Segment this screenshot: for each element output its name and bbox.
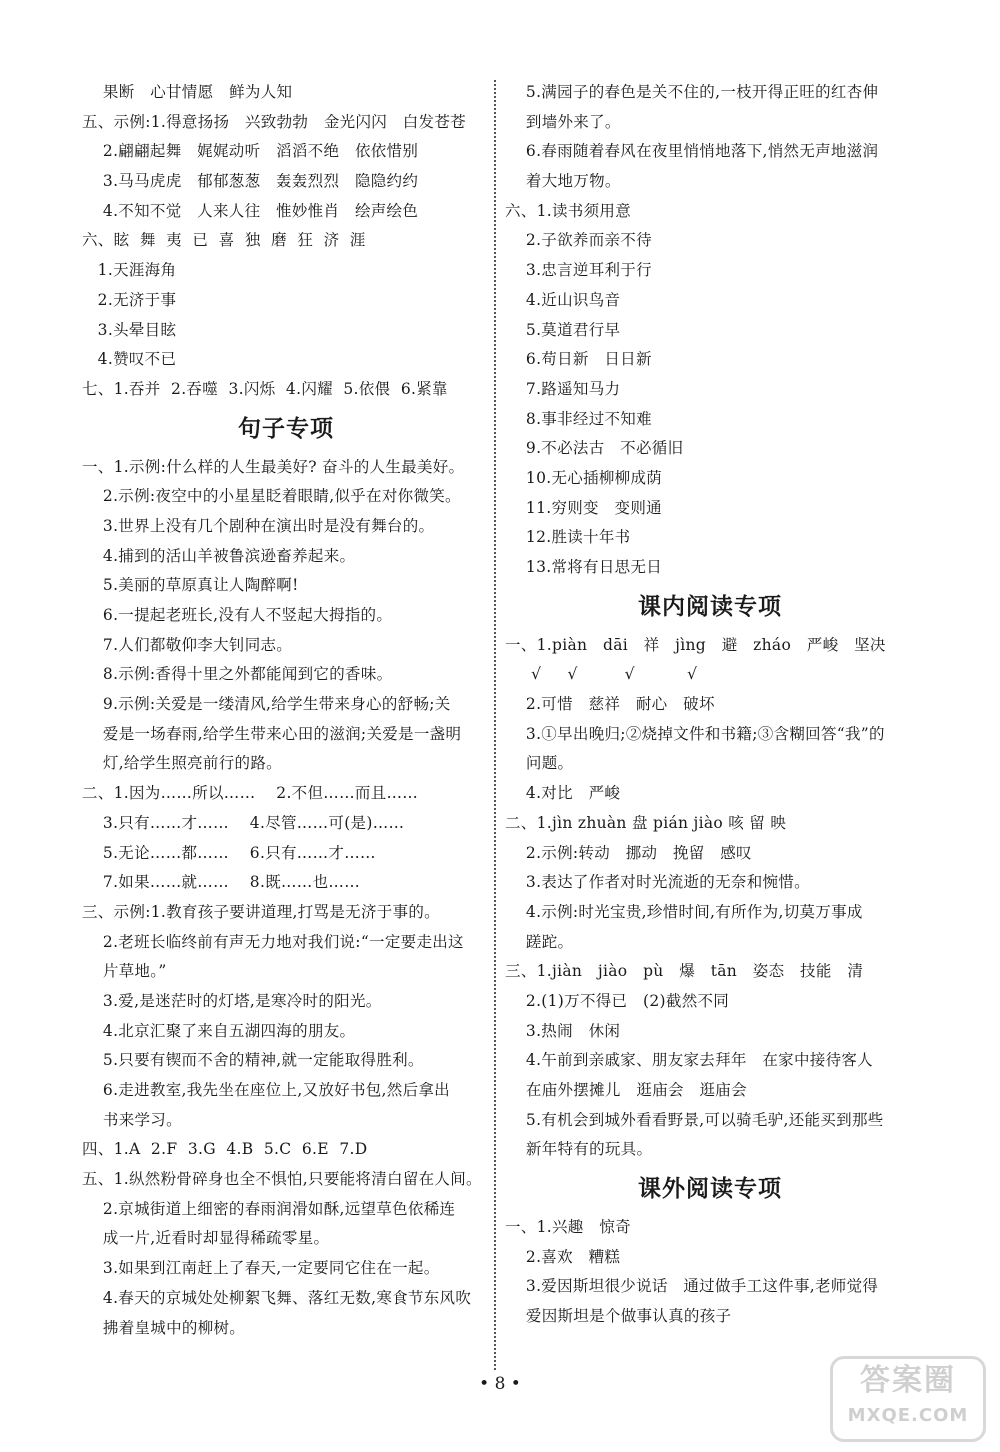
answer-line: 4.近山识鸟音 (505, 290, 621, 309)
answer-line: 13.常将有日思无日 (505, 558, 663, 576)
answer-line: 3.世界上没有几个剧种在演出时是没有舞台的。 (82, 516, 435, 535)
answer-line: 二、1.因为……所以…… 2.不但……而且…… (82, 784, 419, 803)
answer-line: 3.只有……才…… 4.尽管……可(是)…… (82, 813, 405, 832)
answer-line: 蹉跎。 (505, 932, 574, 951)
answer-line: 新年特有的玩具。 (505, 1140, 653, 1159)
answer-line: 3.如果到江南赶上了春天,一定要同它住在一起。 (82, 1259, 440, 1278)
answer-line: 成一片,近看时却显得稀疏零星。 (82, 1229, 330, 1248)
answer-line: 7.如果……就…… 8.既……也…… (82, 873, 360, 892)
answer-line: 二、1.jìn zhuàn 盘 pián jiào 咳 留 映 (505, 813, 787, 832)
answer-line: 灯,给学生照亮前行的路。 (82, 754, 282, 773)
answer-line: 4.不知不觉 人来人往 惟妙惟肖 绘声绘色 (82, 201, 419, 220)
answer-line: 5.有机会到城外看看野景,可以骑毛驴,还能买到那些 (505, 1110, 884, 1129)
answer-line: 3.马马虎虎 郁郁葱葱 轰轰烈烈 隐隐约约 (82, 172, 419, 191)
answer-line: 4.对比 严峻 (505, 784, 621, 803)
answer-line: 7.路遥知马力 (505, 379, 621, 398)
answer-line: 6.苟日新 日日新 (505, 350, 652, 369)
watermark-top-text: 答案圈 (860, 1363, 956, 1398)
watermark-logo (830, 1356, 986, 1442)
answer-line: 4.示例:时光宝贵,珍惜时间,有所作为,切莫万事成 (505, 902, 863, 921)
answer-line: 5.美丽的草原真让人陶醉啊! (82, 576, 299, 595)
answer-line: 3.热闹 休闲 (505, 1021, 621, 1040)
answer-line: 4.赞叹不已 (82, 350, 177, 369)
answer-line: 一、1.piàn dāi 祥 jìng 避 zháo 严峻 坚决 (505, 635, 886, 654)
answer-line: 3.爱因斯坦很少说话 通过做手工这件事,老师觉得 (505, 1277, 879, 1296)
answer-line: 3.爱,是迷茫时的灯塔,是寒冷时的阳光。 (82, 991, 382, 1010)
answer-line: 一、1.兴趣 惊奇 (505, 1218, 631, 1237)
answer-line: 书来学习。 (82, 1110, 182, 1129)
answer-line: 2.无济于事 (82, 290, 177, 309)
answer-line: 一、1.示例:什么样的人生最美好? 奋斗的人生最美好。 (82, 457, 465, 476)
answer-line: 七、1.吞并 2.吞噬 3.闪烁 4.闪耀 5.依偎 6.紧靠 (82, 379, 448, 398)
answer-line: 3.①早出晚归;②烧掉文件和书籍;③含糊回答“我”的 (505, 724, 885, 743)
answer-line: 到墙外来了。 (505, 112, 621, 131)
watermark-bottom-text: MXQE.COM (847, 1405, 969, 1426)
answer-line: 4.春天的京城处处柳絮飞舞、落红无数,寒食节东风吹 (82, 1288, 472, 1307)
answer-line: 9.示例:关爱是一缕清风,给学生带来身心的舒畅;关 (82, 695, 451, 714)
section-heading: 课内阅读专项 (638, 593, 782, 620)
section-heading: 句子专项 (238, 415, 334, 442)
answer-line: 爱因斯坦是个做事认真的孩子 (505, 1307, 732, 1326)
answer-line: 6.春雨随着春风在夜里悄悄地落下,悄然无声地滋润 (505, 142, 879, 161)
answer-line: 2.京城街道上细密的春雨润滑如酥,远望草色依稀连 (82, 1199, 456, 1218)
answer-line: 2.喜欢 糟糕 (505, 1247, 621, 1266)
answer-line: 着大地万物。 (505, 172, 621, 191)
answer-line: 6.走进教室,我先坐在座位上,又放好书包,然后拿出 (82, 1081, 450, 1099)
answer-line: 2.子欲养而亲不待 (505, 231, 652, 250)
answer-line: 12.胜读十年书 (505, 528, 631, 547)
answer-line: √ √ √ √ (505, 665, 698, 684)
answer-line: 6.一提起老班长,没有人不竖起大拇指的。 (82, 606, 393, 624)
answer-line: 在庙外摆摊儿 逛庙会 逛庙会 (505, 1081, 747, 1099)
column-divider (494, 80, 496, 1370)
answer-line: 2.(1)万不得已 (2)截然不同 (505, 991, 730, 1010)
answer-line: 片草地。” (82, 962, 167, 981)
answer-line: 五、示例:1.得意扬扬 兴致勃勃 金光闪闪 白发苍苍 (82, 112, 466, 131)
answer-line: 三、示例:1.教育孩子要讲道理,打骂是无济于事的。 (82, 902, 440, 921)
answer-line: 拂着皇城中的柳树。 (82, 1318, 246, 1337)
answer-line: 2.示例:转动 挪动 挽留 感叹 (505, 843, 752, 862)
right-column (505, 78, 915, 1332)
answer-line: 10.无心插柳柳成荫 (505, 468, 663, 487)
answer-line: 9.不必法古 不必循旧 (505, 439, 684, 458)
answer-line: 4.午前到亲戚家、朋友家去拜年 在家中接待客人 (505, 1051, 873, 1070)
answer-line: 8.示例:香得十里之外都能闻到它的香味。 (82, 665, 393, 684)
answer-line: 四、1.A 2.F 3.G 4.B 5.C 6.E 7.D (82, 1140, 368, 1159)
answer-line: 3.忠言逆耳利于行 (505, 261, 652, 280)
answer-line: 3.表达了作者对时光流逝的无奈和惋惜。 (505, 873, 810, 892)
answer-line: 2.可惜 慈祥 耐心 破坏 (505, 695, 715, 714)
left-column (82, 78, 490, 1343)
answer-line: 果断 心甘情愿 鲜为人知 (82, 83, 293, 101)
answer-line: 5.只要有锲而不舍的精神,就一定能取得胜利。 (82, 1051, 424, 1070)
answer-line: 六、眩 舞 夷 已 喜 独 磨 狂 济 涯 (82, 231, 366, 250)
answer-line: 11.穷则变 变则通 (505, 498, 662, 517)
answer-line: 5.无论……都…… 6.只有……才…… (82, 843, 376, 862)
answer-line: 7.人们都敬仰李大钊同志。 (82, 635, 293, 654)
section-heading: 课外阅读专项 (638, 1176, 782, 1203)
answer-line: 爱是一场春雨,给学生带来心田的滋润;关爱是一盏明 (82, 724, 462, 743)
answer-line: 2.示例:夜空中的小星星眨着眼睛,似乎在对你微笑。 (82, 487, 461, 506)
answer-line: 问题。 (505, 754, 574, 773)
answer-line: 8.事非经过不知难 (505, 409, 652, 428)
answer-line: 五、1.纵然粉骨碎身也全不惧怕,只要能将清白留在人间。 (82, 1170, 482, 1189)
answer-line: 5.满园子的春色是关不住的,一枝开得正旺的红杏伸 (505, 83, 879, 101)
answer-line: 4.北京汇聚了来自五湖四海的朋友。 (82, 1021, 356, 1040)
answer-line: 三、1.jiàn jiào pù 爆 tān 姿态 技能 清 (505, 962, 864, 981)
answer-line: 4.捕到的活山羊被鲁滨逊畜养起来。 (82, 546, 356, 565)
answer-line: 2.翩翩起舞 娓娓动听 滔滔不绝 依依惜别 (82, 142, 419, 161)
answer-line: 2.老班长临终前有声无力地对我们说:“一定要走出这 (82, 932, 464, 951)
answer-line: 1.天涯海角 (82, 261, 177, 280)
answer-line: 5.莫道君行早 (505, 320, 621, 339)
answer-line: 六、1.读书须用意 (505, 201, 631, 220)
answer-line: 3.头晕目眩 (82, 320, 177, 339)
page-number: • 8 • (479, 1374, 521, 1394)
